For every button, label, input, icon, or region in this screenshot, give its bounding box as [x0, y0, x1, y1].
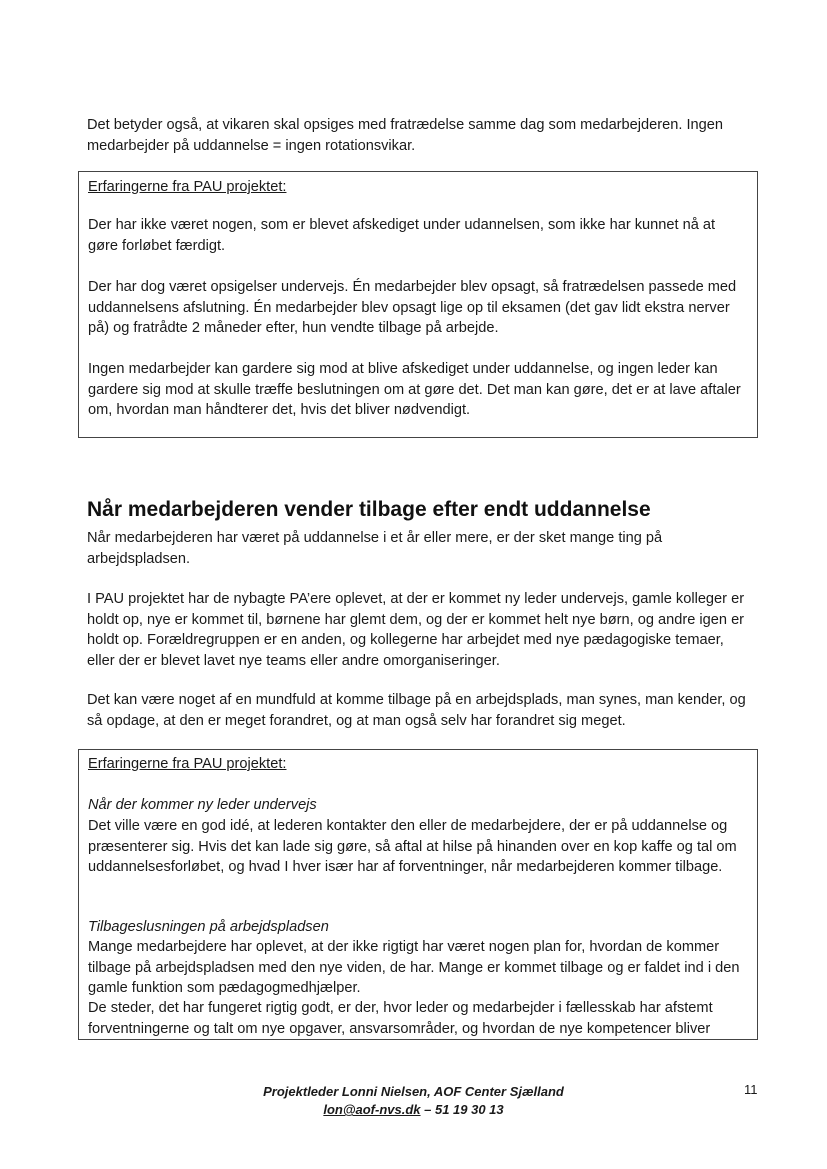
box-2-subheading-2: Tilbageslusningen på arbejdspladsen — [88, 919, 329, 935]
box-1-paragraph-2: Der har dog været opsigelser undervejs. Én medarbejder blev opsagt, så fratrædelsen passede med uddannelsens afslutning. Én medarbejder blev opsagt lige op til eksamen (det gav lidt ekstra nerver på) og fratrådte 2 måneder efter, hun vendte tilbage på arbejde. — [88, 279, 737, 336]
footer-contact — [0, 1101, 827, 1118]
section-paragraph-2: I PAU projektet har de nybagte PA’ere oplevet, at der er kommet ny leder undervejs, gamle kolleger er holdt op, nye er kommet til, børnene har glemt dem, og der er kommet helt nye børn, og andre igen er holdt op. Forældregruppen er en anden, og kollegerne har arbejdet med nye pædagogiske temaer, eller der er blevet lavet nye teams eller andre omorganiseringer. — [87, 591, 745, 669]
intro-line-1: Det betyder også, at vikaren skal opsiges med fratrædelse samme dag som medarbejderen. Ingen — [87, 117, 723, 133]
box-2-subheading-1: Når der kommer ny leder undervejs — [88, 797, 317, 813]
box-1-title: Erfaringerne fra PAU projektet: — [88, 179, 287, 195]
box-2-title: Erfaringerne fra PAU projektet: — [88, 756, 287, 772]
footer-phone: – 51 19 30 13 — [420, 1102, 504, 1117]
intro-paragraph — [87, 115, 752, 156]
footer-email-link[interactable]: lon@aof-nvs.dk — [323, 1102, 421, 1117]
experience-box-1 — [78, 171, 758, 438]
box-2-paragraph-2: Mange medarbejdere har oplevet, at der ikke rigtigt har været nogen plan for, hvordan de kommer tilbage på arbejdspladsen med den nye viden, de har. Mange er kommet tilbage og er faldet ind i den gamle funktion som pædagogmedhjælper. — [88, 939, 740, 996]
section-heading: Når medarbejderen vender tilbage efter endt uddannelse — [87, 498, 651, 521]
footer-author: Projektleder Lonni Nielsen, AOF Center Sjælland — [263, 1084, 564, 1099]
box-2-paragraph-3: De steder, det har fungeret rigtig godt, er der, hvor leder og medarbejder i fællesskab har afstemt forventningerne og talt om nye opgaver, ansvarsområder, og hvordan de nye kompetencer bliver — [88, 1000, 713, 1037]
experience-box-2 — [78, 749, 758, 1040]
box-1-paragraph-3: Ingen medarbejder kan gardere sig mod at blive afskediget under uddannelse, og ingen leder kan gardere sig mod at skulle træffe beslutningen om at gøre det. Det man kan gøre, det er at lave aftaler om, hvordan man håndterer det, hvis det bliver nødvendigt. — [88, 361, 741, 418]
page-number: 11 — [744, 1082, 758, 1097]
section-paragraph-3: Det kan være noget af en mundfuld at komme tilbage på en arbejdsplads, man synes, man kender, og så opdage, at den er meget forandret, og at man også selv har forandret sig meget. — [87, 692, 746, 729]
box-1-paragraph-1: Der har ikke været nogen, som er blevet afskediget under udannelsen, som ikke har kunnet nå at gøre forløbet færdigt. — [88, 217, 716, 254]
section-paragraph-1: Når medarbejderen har været på uddannelse i et år eller mere, er der sket mange ting på arbejdspladsen. — [87, 530, 663, 567]
box-2-paragraph-1: Det ville være en god idé, at lederen kontakter den eller de medarbejdere, der er på uddannelse og præsenterer sig. Hvis det kan lade sig gøre, så aftal at hilse på hinanden over en kop kaffe og tal om uddannelsesforløbet, og hvad I hver især har af forventninger, når medarbejderen kommer tilbage. — [88, 818, 737, 875]
intro-line-2: medarbejder på uddannelse = ingen rotationsvikar. — [87, 137, 416, 154]
